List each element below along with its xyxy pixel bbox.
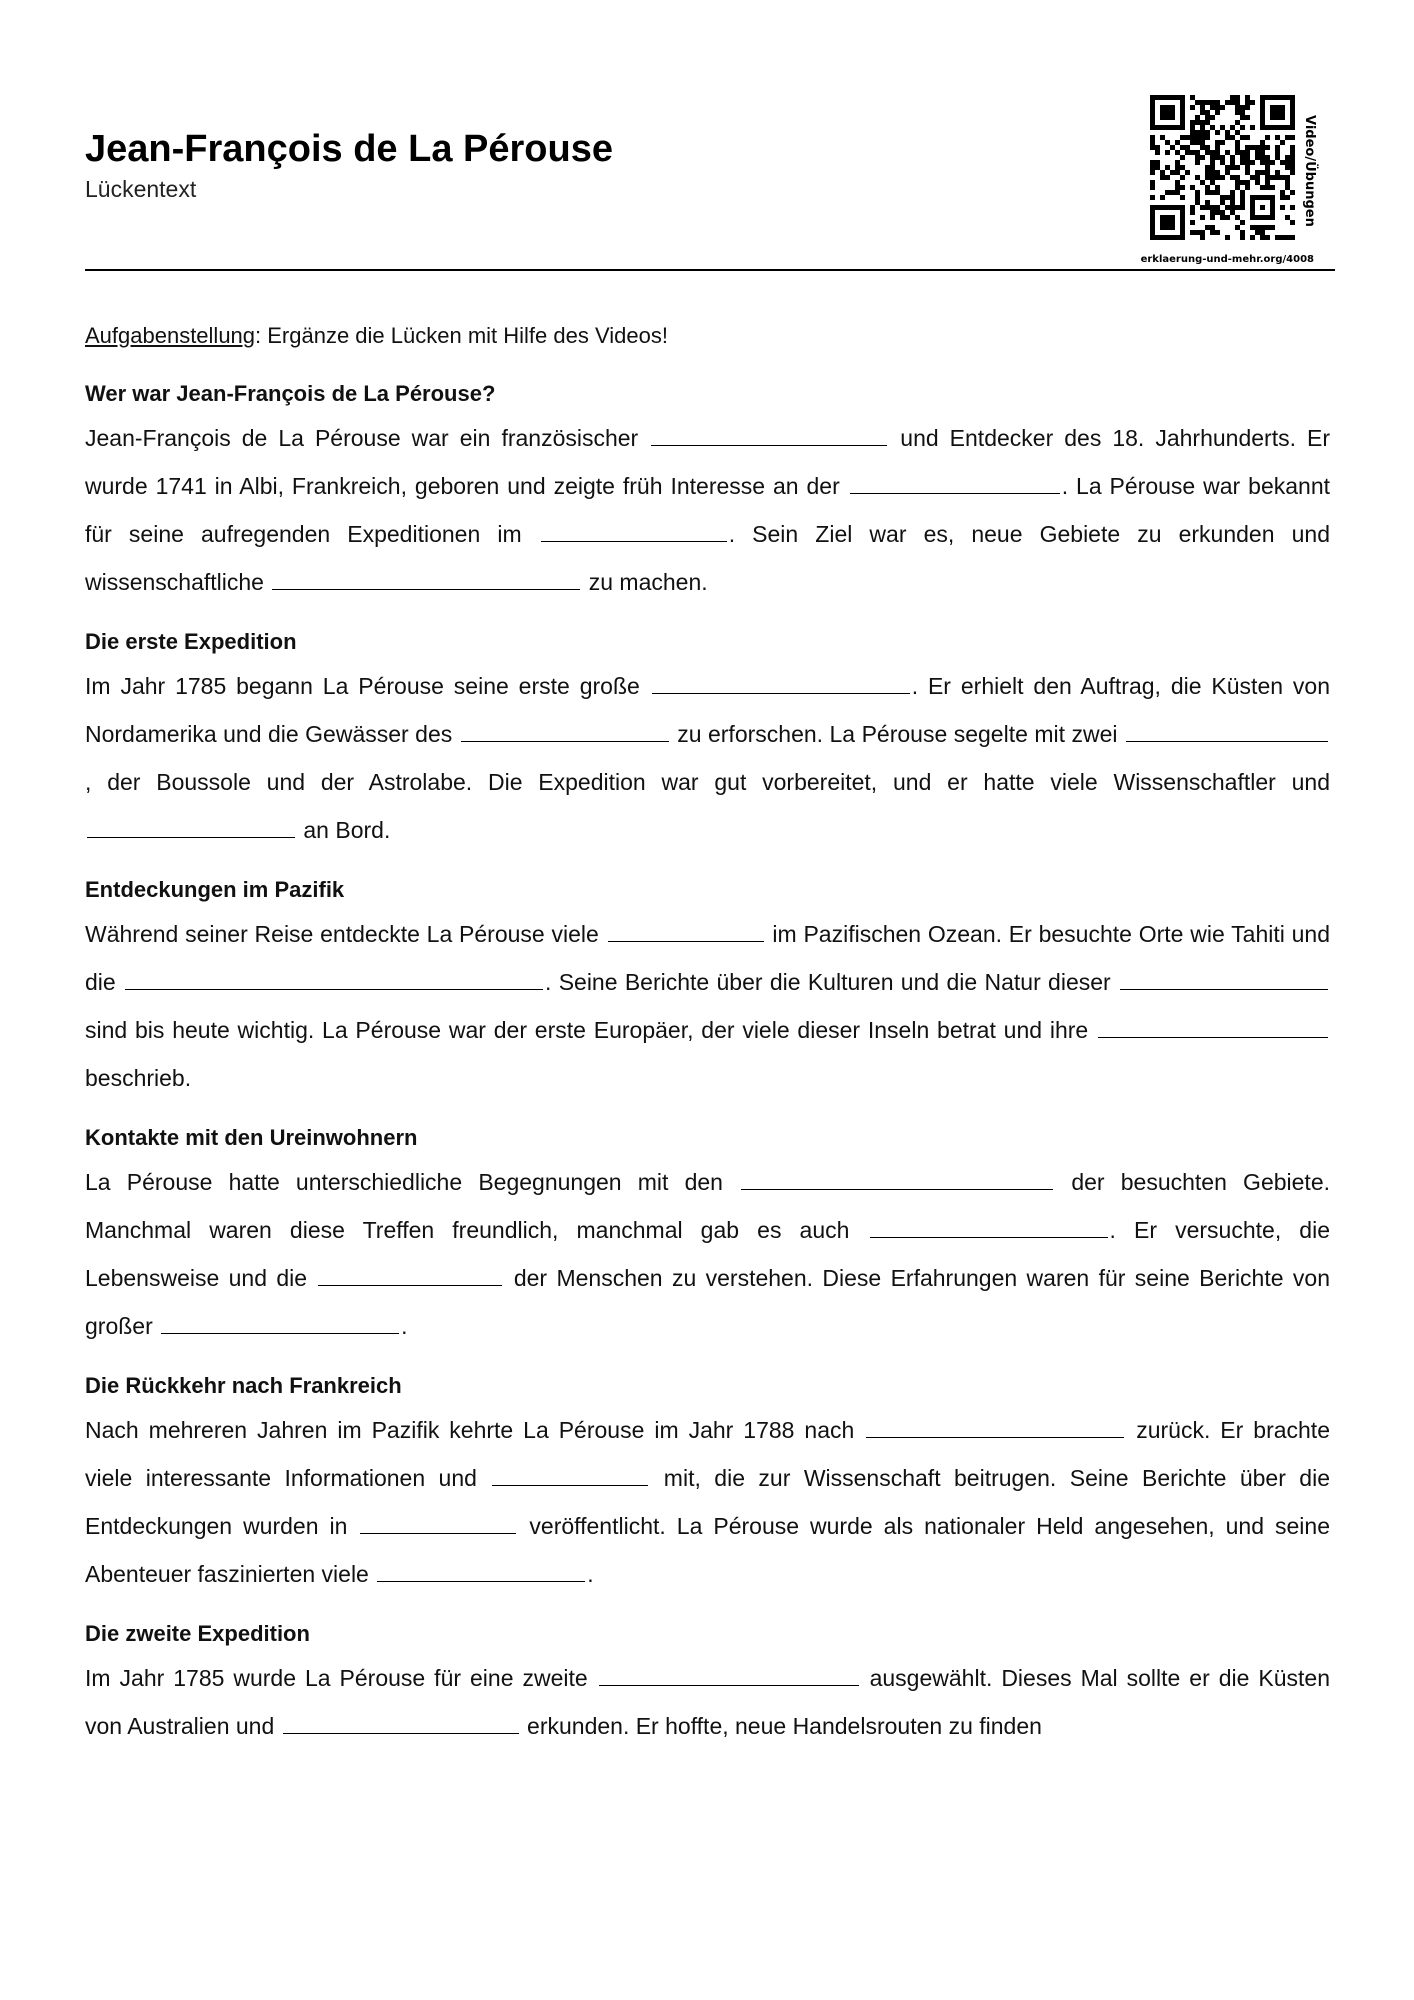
text-segment: sind bis heute wichtig. La Pérouse war der erste Europäer, der viele dieser Inseln betrat und ihre (85, 1017, 1096, 1043)
blank-field[interactable] (1126, 717, 1328, 742)
section-title: Wer war Jean-François de La Pérouse? (85, 381, 496, 406)
section-title: Kontakte mit den Ureinwohnern (85, 1125, 418, 1150)
blank-field[interactable] (599, 1661, 859, 1686)
blank-field[interactable] (1098, 1013, 1328, 1038)
section-2 (85, 622, 1330, 854)
text-segment: ausgewählt. Dieses Mal sollte er die Küsten von Australien und (85, 1665, 1330, 1739)
text-segment: und Entdecker des 18. Jahrhunderts. Er wurde 1741 in Albi, Frankreich, geboren und zeigte früh Interesse an der (85, 425, 1331, 499)
page-title: Jean-François de La Pérouse (85, 128, 613, 170)
task-instruction (85, 318, 1330, 354)
page-subtitle: Lückentext (85, 175, 197, 202)
blank-field[interactable] (318, 1261, 502, 1286)
blank-field[interactable] (652, 669, 910, 694)
text-segment: veröffentlicht. La Pérouse wurde als nationaler Held angesehen, und seine Abenteuer faszinierten viele (85, 1513, 1330, 1587)
text-segment: an Bord. (297, 817, 391, 843)
text-segment: Im Jahr 1785 wurde La Pérouse für eine zweite (85, 1665, 597, 1691)
section-title: Die erste Expedition (85, 629, 297, 654)
text-segment: Während seiner Reise entdeckte La Pérouse viele (85, 921, 606, 947)
blank-field[interactable] (1120, 965, 1328, 990)
text-segment: , der Boussole und der Astrolabe. Die Expedition war gut vorbereitet, und er hatte viele Wissenschaftler und (85, 769, 1330, 795)
text-segment: der besuchten Gebiete. Manchmal waren diese Treffen freundlich, manchmal gab es auch (85, 1169, 1330, 1243)
blank-field[interactable] (651, 421, 887, 446)
text-segment: . (401, 1313, 408, 1339)
worksheet-content (85, 318, 1330, 1766)
task-text: : Ergänze die Lücken mit Hilfe des Videos! (255, 323, 668, 348)
text-segment: La Pérouse hatte unterschiedliche Begegnungen mit den (85, 1169, 740, 1195)
blank-field[interactable] (87, 813, 295, 838)
section-text (85, 414, 1330, 606)
header-divider (85, 269, 1335, 271)
section-1 (85, 374, 1330, 606)
page-header (85, 128, 1335, 203)
text-segment: . Sein Ziel war es, neue Gebiete zu erkunden und wissenschaftliche (85, 521, 1330, 595)
section-text (85, 1406, 1330, 1598)
text-segment: Nach mehreren Jahren im Pazifik kehrte La Pérouse im Jahr 1788 nach (85, 1417, 865, 1443)
text-segment: . Er versuchte, die Lebensweise und die (85, 1217, 1330, 1291)
text-segment: im Pazifischen Ozean. Er besuchte Orte wie Tahiti und die (85, 921, 1331, 995)
site-url[interactable]: erklaerung-und-mehr.org/4008 (1140, 254, 1314, 265)
text-segment: erkunden. Er hoffte, neue Handelsrouten zu finden (520, 1713, 1042, 1739)
section-text (85, 662, 1330, 854)
blank-field[interactable] (850, 469, 1060, 494)
blank-field[interactable] (741, 1165, 1053, 1190)
text-segment: Im Jahr 1785 begann La Pérouse seine erste große (85, 673, 650, 699)
blank-field[interactable] (125, 965, 543, 990)
blank-field[interactable] (377, 1557, 585, 1582)
section-4 (85, 1118, 1330, 1350)
section-5 (85, 1366, 1330, 1598)
text-segment: beschrieb. (85, 1065, 192, 1091)
blank-field[interactable] (608, 917, 764, 942)
qr-code-icon[interactable] (1150, 95, 1295, 240)
text-segment: zu erforschen. La Pérouse segelte mit zwei (670, 721, 1124, 747)
section-text (85, 910, 1330, 1102)
video-exercises-label: Video/Übungen (1302, 115, 1317, 227)
text-segment: mit, die zur Wissenschaft beitrugen. Seine Berichte über die Entdeckungen wurden in (85, 1465, 1330, 1539)
text-segment: . Seine Berichte über die Kulturen und die Natur dieser (545, 969, 1118, 995)
section-title: Die Rückkehr nach Frankreich (85, 1373, 402, 1398)
blank-field[interactable] (870, 1213, 1108, 1238)
blank-field[interactable] (492, 1461, 648, 1486)
section-title: Die zweite Expedition (85, 1621, 310, 1646)
blank-field[interactable] (541, 517, 727, 542)
text-segment: zu machen. (582, 569, 708, 595)
text-segment: der Menschen zu verstehen. Diese Erfahrungen waren für seine Berichte von großer (85, 1265, 1330, 1339)
section-3 (85, 870, 1330, 1102)
text-segment: . (587, 1561, 594, 1587)
task-label: Aufgabenstellung (85, 323, 256, 348)
blank-field[interactable] (360, 1509, 516, 1534)
section-title: Entdeckungen im Pazifik (85, 877, 345, 902)
blank-field[interactable] (461, 717, 669, 742)
text-segment: Jean-François de La Pérouse war ein französischer (85, 425, 650, 451)
text-segment: . Er erhielt den Auftrag, die Küsten von Nordamerika und die Gewässer des (85, 673, 1330, 747)
blank-field[interactable] (161, 1309, 399, 1334)
section-text (85, 1158, 1330, 1350)
section-6 (85, 1614, 1330, 1750)
blank-field[interactable] (272, 565, 580, 590)
blank-field[interactable] (283, 1709, 519, 1734)
section-text (85, 1654, 1330, 1750)
blank-field[interactable] (866, 1413, 1124, 1438)
text-segment: . La Pérouse war bekannt für seine aufregenden Expeditionen im (85, 473, 1331, 547)
text-segment: zurück. Er brachte viele interessante Informationen und (85, 1417, 1330, 1491)
